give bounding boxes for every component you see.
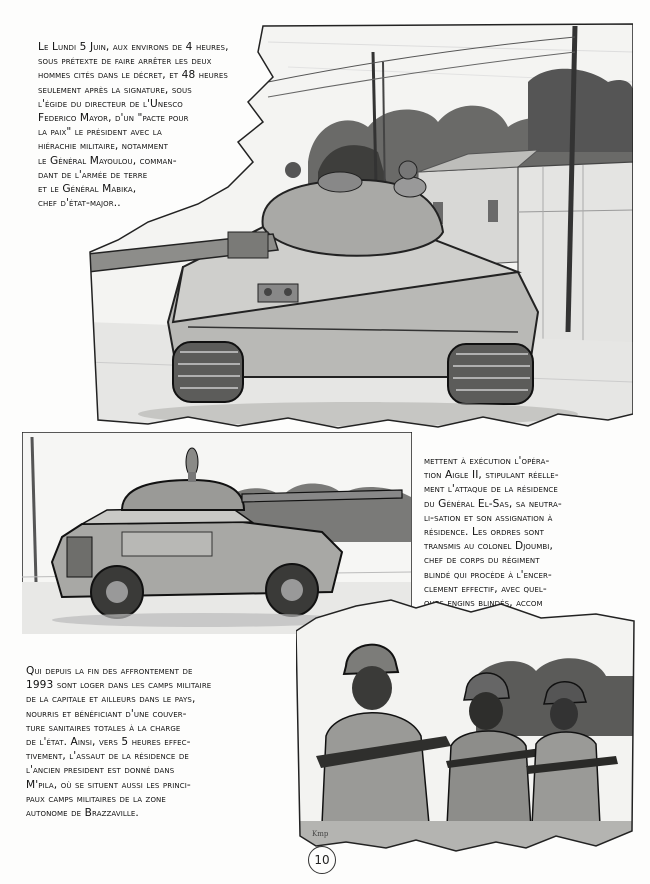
- caption-line: nourris et bénéficiant d'une couver-: [26, 707, 187, 720]
- caption-line: hiérachie militaire, notamment: [38, 140, 168, 153]
- caption-line: li-sation et son assignation à: [424, 511, 553, 524]
- caption-line: seulement après la signature, sous: [38, 83, 192, 96]
- artist-signature: Kmp: [312, 830, 329, 838]
- caption-line: du Général El-Sas, sa neutra-: [424, 497, 562, 510]
- caption-line: tion Aigle II, stipulant réelle-: [424, 469, 559, 482]
- caption-line: et le Général Mabika,: [38, 183, 137, 196]
- caption-line: la paix" le président avec la: [38, 126, 162, 139]
- caption-line: l'ancien president est donné dans: [26, 764, 175, 777]
- caption-line: ment l'attaque de la résidence: [424, 483, 558, 496]
- caption-line: transmis au colonel Djoumbi,: [424, 540, 553, 553]
- caption-line: paux camps militaires de la zone: [26, 792, 166, 805]
- caption-line: dant de l'armée de terre: [38, 168, 148, 181]
- caption-line: chef de corps du régiment: [424, 554, 540, 567]
- caption-top: [38, 40, 229, 210]
- caption-bottom: [26, 664, 211, 820]
- caption-line: ques engins blindés, accom: [424, 597, 543, 610]
- caption-line: sous prétexte de faire arrêter les deux: [38, 55, 212, 68]
- caption-line: de la capitale et ailleurs dans le pays,: [26, 693, 196, 706]
- caption-line: l'égide du directeur de l'Unesco: [38, 97, 183, 110]
- caption-line: Le Lundi 5 Juin, aux environs de 4 heures,: [38, 41, 229, 53]
- caption-line: de l'état. Ainsi, vers 5 heures effec-: [26, 736, 191, 749]
- caption-line: clement effectif, avec quel-: [424, 582, 547, 595]
- caption-line: ture sanitaires totales à la charge: [26, 721, 181, 734]
- caption-line: Qui depuis la fin des affrontement de: [26, 665, 193, 677]
- caption-line: blindé qui procède à l'encer-: [424, 568, 552, 581]
- caption-line: mettent à exécution l'opéra-: [424, 455, 550, 467]
- caption-line: tivement, l'assaut de la résidence de: [26, 750, 189, 763]
- caption-line: M'pila, où se situent aussi les princi-: [26, 778, 191, 791]
- caption-line: autonome de Brazzaville.: [26, 807, 139, 820]
- soldiers-illustration: [296, 596, 636, 854]
- caption-line: hommes cités dans le décret, et 48 heures: [38, 69, 228, 82]
- caption-line: chef d'état-major..: [38, 197, 121, 210]
- caption-line: résidence. Les ordres sont: [424, 526, 544, 539]
- page-number: 10: [308, 846, 336, 874]
- panel-soldiers: [296, 596, 636, 854]
- caption-line: le Général Mayoulou, comman-: [38, 154, 177, 167]
- caption-line: 1993 sont loger dans les camps militaire: [26, 679, 212, 692]
- caption-line: Federico Mayor, d'un "pacte pour: [38, 112, 189, 125]
